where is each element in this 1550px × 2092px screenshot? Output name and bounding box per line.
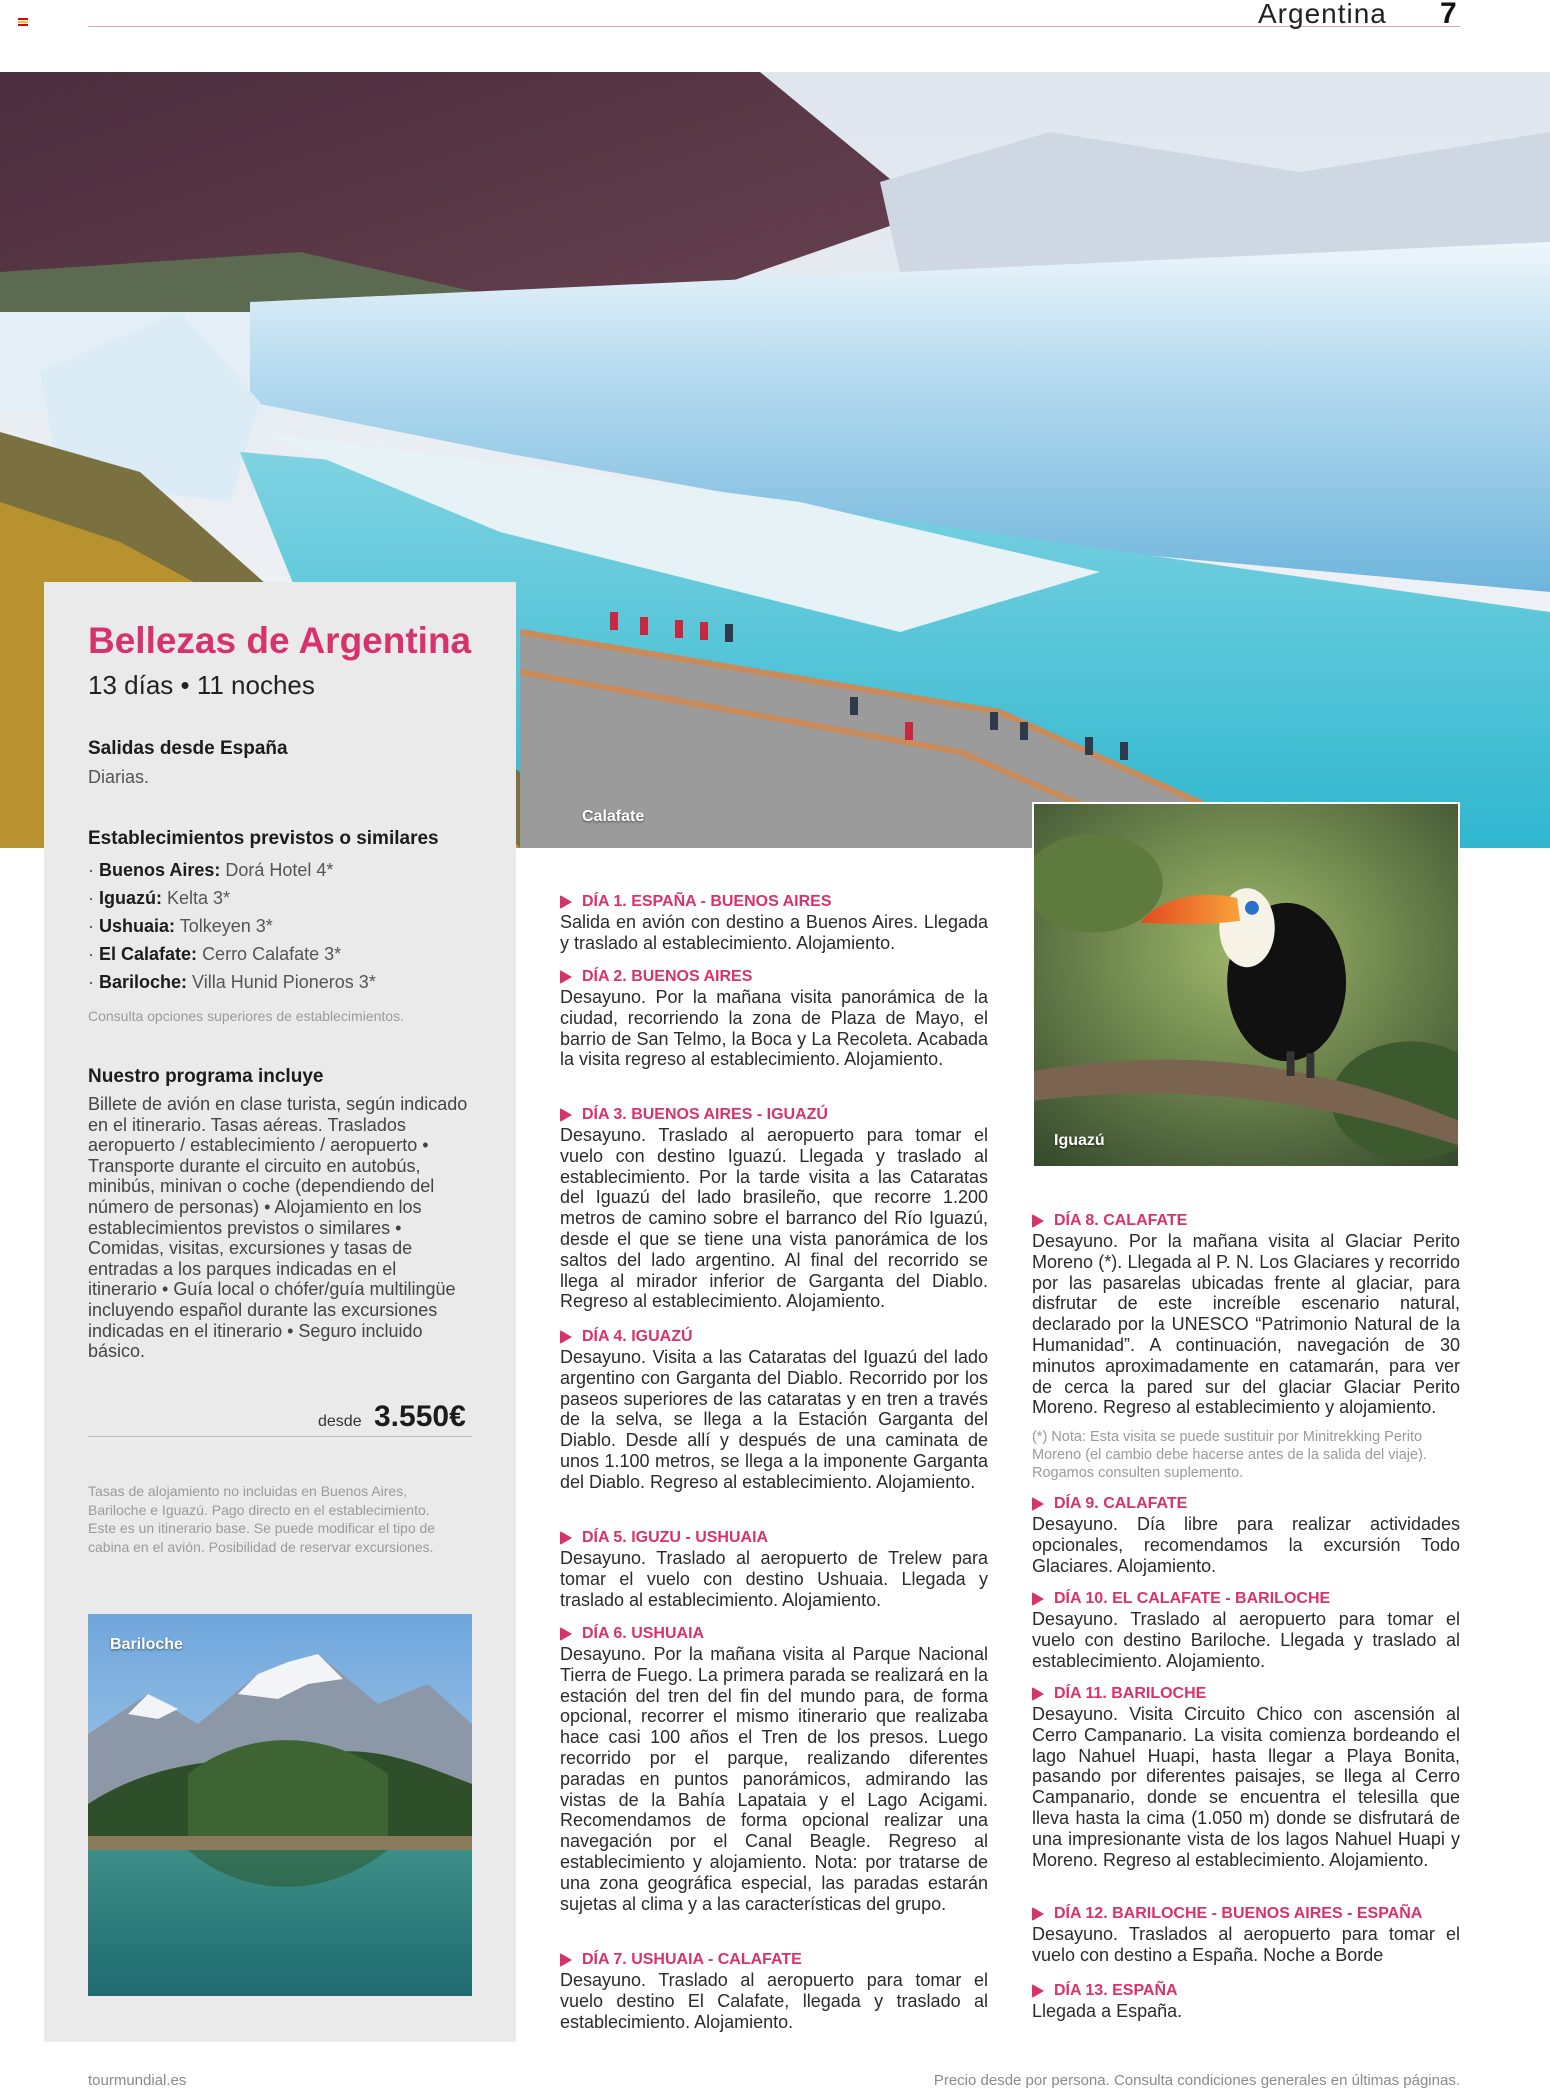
trip-duration: 13 días • 11 noches: [88, 670, 315, 700]
itinerary-day: [560, 1105, 988, 1312]
itinerary-day: [1032, 1589, 1460, 1671]
trip-title: Bellezas de Argentina: [88, 620, 472, 661]
hotel-item: · Iguazú: Kelta 3*: [88, 888, 231, 908]
itinerary-day: [1032, 1981, 1460, 2022]
day-title: DÍA 3. BUENOS AIRES - IGUAZÚ: [560, 1105, 988, 1125]
price-value: 3.550€: [374, 1400, 466, 1433]
day-text: Desayuno. Visita Circuito Chico con ascensión al Cerro Campanario. La visita comienza bordeando el lago Nahuel Huapi, hasta llegar a Playa Bonita, pasando por diferentes paisajes, se llega al Cerro Campanario, donde se encuentra el telesilla que lleva hasta la cima (1.050 m) donde se disfrutará de una impresionante vista de los lagos Nahuel Huapi y Moreno. Regreso al establecimiento. Alojamiento.: [1032, 1704, 1460, 1870]
hotel-city: Ushuaia:: [99, 916, 176, 936]
page-number: 7: [1440, 0, 1457, 30]
day-text: Desayuno. Por la mañana visita panorámica de la ciudad, recorriendo la zona de Plaza de Mayo, el barrio de San Telmo, la Boca y La Recoleta. Acabada la visita regreso al establecimiento. Alojamiento.: [560, 987, 988, 1070]
day-text: Salida en avión con destino a Buenos Aires. Llegada y traslado al establecimiento. Alojamiento.: [560, 912, 988, 953]
hotel-item: · Ushuaia: Tolkeyen 3*: [88, 916, 273, 936]
day-text: Desayuno. Por la mañana visita al Parque Nacional Tierra de Fuego. La primera parada se realizará en la estación del tren del fin del mundo para, de forma opcional, recorrer el mismo itinerario que realizaba hace casi 100 años el Tren de los presos. Luego recorrido por el parque, realizando diferentes paradas en puntos panorámicos, admirando las vistas de la Bahía Lapataia y el Lago Acigami. Recomendamos de forma opcional realizar una navegación por el Canal Beagle. Regreso al establecimiento y alojamiento. Nota: por tratarse de una zona geográfica especial, las paradas estarán sujetas al clima y a las características del grupo.: [560, 1644, 988, 1914]
day-text: Desayuno. Traslado al aeropuerto para tomar el vuelo con destino Bariloche. Llegada y traslado al establecimiento. Alojamiento.: [1032, 1609, 1460, 1671]
day-text: Desayuno. Traslado al aeropuerto para tomar el vuelo destino El Calafate, llegada y traslado al establecimiento. Alojamiento.: [560, 1970, 988, 2032]
includes-text: Billete de avión en clase turista, según indicado en el itinerario. Tasas aéreas. Traslados aeropuerto / establecimiento / aeropuerto • Transporte durante el circuito en autobús, minibús, minivan o coche (dependiendo del número de personas) • Alojamiento en los establecimientos previstos o similares • Comidas, visitas, excursiones y tasas de entradas a los parques indicadas en el itinerario • Guía local o chófer/guía multilingüe incluyendo español durante las excursiones indicadas en el itinerario • Seguro incluido básico.: [88, 1094, 468, 1362]
day-text: Desayuno. Traslado al aeropuerto de Trelew para tomar el vuelo con destino Ushuaia. Llegada y traslado al establecimiento. Alojamiento.: [560, 1548, 988, 1610]
bullet-icon: [560, 1627, 572, 1641]
itinerary-day: [560, 1950, 988, 2032]
day-text: Desayuno. Traslado al aeropuerto para tomar el vuelo con destino Iguazú. Llegada y traslado al establecimiento. Por la tarde visita a las Cataratas del Iguazú del lado brasileño, que recorre 1.200 metros de camino sobre el barranco del Río Iguazú, desde el que se tiene una vista panorámica de los saltos del lado argentino. Al final del recorrido se llega al mirador inferior de Garganta del Diablo. Regreso al establecimiento. Alojamiento.: [560, 1125, 988, 1312]
itinerary-day: [1032, 1684, 1460, 1870]
flag-icon: [18, 18, 28, 26]
bullet-icon: [1032, 1214, 1044, 1228]
day-text: Desayuno. Traslados al aeropuerto para tomar el vuelo con destino a España. Noche a Borde: [1032, 1924, 1460, 1965]
hotel-city: Bariloche:: [99, 972, 188, 992]
bullet-icon: [1032, 1497, 1044, 1511]
day-title: DÍA 11. BARILOCHE: [1032, 1684, 1460, 1704]
bullet-icon: [560, 970, 572, 984]
hotel-city: El Calafate:: [99, 944, 198, 964]
website-link[interactable]: tourmundial.es: [88, 2072, 187, 2089]
hotels-note: Consulta opciones superiores de establecimientos.: [88, 1008, 404, 1024]
itinerary-day: [560, 1327, 988, 1493]
price-divider: [88, 1436, 472, 1437]
hotel-name: Villa Hunid Pioneros 3*: [192, 972, 376, 992]
price-from-label: desde: [318, 1413, 362, 1430]
includes-heading: Nuestro programa incluye: [88, 1066, 324, 1087]
day-text: Desayuno. Por la mañana visita al Glaciar Perito Moreno (*). Llegada al P. N. Los Glaciares y recorrido por las pasarelas ubicadas frente al glaciar, para disfrutar de este increíble escenario natural, declarado por la UNESCO “Patrimonio Natural de la Humanidad”. A continuación, navegación de 30 minutos aproximadamente en catamarán, para ver de cerca la pared sur del glaciar Glaciar Perito Moreno. Regreso al establecimiento y alojamiento.: [1032, 1231, 1460, 1418]
bullet-icon: [1032, 1687, 1044, 1701]
toucan-photo-caption: Iguazú: [1054, 1132, 1105, 1149]
departures-value: Diarias.: [88, 767, 150, 787]
day-title: DÍA 12. BARILOCHE - BUENOS AIRES - ESPAÑA: [1032, 1904, 1460, 1924]
day-title: DÍA 6. USHUAIA: [560, 1624, 988, 1644]
departures-heading: Salidas desde España: [88, 738, 288, 759]
bullet-icon: [560, 1108, 572, 1122]
hotel-name: Tolkeyen 3*: [179, 916, 273, 936]
itinerary-day: [1032, 1904, 1460, 1966]
header-divider: [88, 26, 1460, 27]
bullet-icon: [1032, 1907, 1044, 1921]
day-title: DÍA 5. IGUZU - USHUAIA: [560, 1528, 988, 1548]
itinerary-day: [560, 892, 988, 954]
footer-disclaimer: Precio desde por persona. Consulta condiciones generales en últimas páginas.: [933, 2072, 1460, 2089]
page-title: Argentina: [1258, 0, 1387, 29]
toucan-photo: [1032, 802, 1460, 1168]
day-title: DÍA 7. USHUAIA - CALAFATE: [560, 1950, 988, 1970]
day-text: Desayuno. Día libre para realizar actividades opcionales, recomendamos la excursión Todo Glaciares. Alojamiento.: [1032, 1514, 1460, 1576]
hotels-list: [88, 856, 376, 996]
day-text: Llegada a España.: [1032, 2001, 1183, 2021]
day-title: DÍA 8. CALAFATE: [1032, 1211, 1460, 1231]
day-title: DÍA 4. IGUAZÚ: [560, 1327, 988, 1347]
day-title: DÍA 2. BUENOS AIRES: [560, 967, 988, 987]
day-title: DÍA 13. ESPAÑA: [1032, 1981, 1460, 2001]
itinerary-day: [560, 1624, 988, 1914]
hero-photo-caption: Calafate: [582, 808, 645, 825]
hotel-name: Dorá Hotel 4*: [225, 860, 334, 880]
day8-note: (*) Nota: Esta visita se puede sustituir por Minitrekking Perito Moreno (el cambio debe hacerse antes de la salida del viaje). Rogamos consulten suplemento.: [1032, 1429, 1427, 1481]
bariloche-photo: [88, 1614, 472, 1996]
day-title: DÍA 10. EL CALAFATE - BARILOCHE: [1032, 1589, 1460, 1609]
hotel-city: Iguazú:: [99, 888, 162, 908]
day-title: DÍA 9. CALAFATE: [1032, 1494, 1460, 1514]
bullet-icon: [560, 1330, 572, 1344]
hotel-name: Cerro Calafate 3*: [202, 944, 342, 964]
hotel-item: · Bariloche: Villa Hunid Pioneros 3*: [88, 972, 376, 992]
bullet-icon: [560, 895, 572, 909]
hotel-item: · El Calafate: Cerro Calafate 3*: [88, 944, 342, 964]
hotel-city: Buenos Aires:: [99, 860, 221, 880]
hotel-item: · Buenos Aires: Dorá Hotel 4*: [88, 860, 334, 880]
itinerary-day: [560, 1528, 988, 1610]
bariloche-photo-caption: Bariloche: [110, 1636, 183, 1653]
itinerary-day: [1032, 1211, 1460, 1418]
bullet-icon: [1032, 1984, 1044, 1998]
day-title: DÍA 1. ESPAÑA - BUENOS AIRES: [560, 892, 988, 912]
bullet-icon: [560, 1531, 572, 1545]
bullet-icon: [1032, 1592, 1044, 1606]
bullet-icon: [560, 1953, 572, 1967]
itinerary-day: [560, 967, 988, 1070]
hotels-heading: Establecimientos previstos o similares: [88, 828, 439, 849]
day-text: Desayuno. Visita a las Cataratas del Iguazú del lado argentino con Garganta del Diablo. Recorrido por los paseos superiores de las cataratas y en tren a través de la selva, se llega a la Estación Garganta del Diablo. Desde allí y después de una caminata de unos 1.100 metros, se llega a la imponente Garganta del Diablo. Regreso al establecimiento. Alojamiento.: [560, 1347, 988, 1492]
itinerary-day: [1032, 1494, 1460, 1576]
hotel-name: Kelta 3*: [167, 888, 231, 908]
fine-print: Tasas de alojamiento no incluidas en Buenos Aires, Bariloche e Iguazú. Pago directo en el establecimiento. Este es un itinerario base. Se puede modificar el tipo de cabina en el avión. Posibilidad de reservar excursiones.: [88, 1483, 436, 1555]
